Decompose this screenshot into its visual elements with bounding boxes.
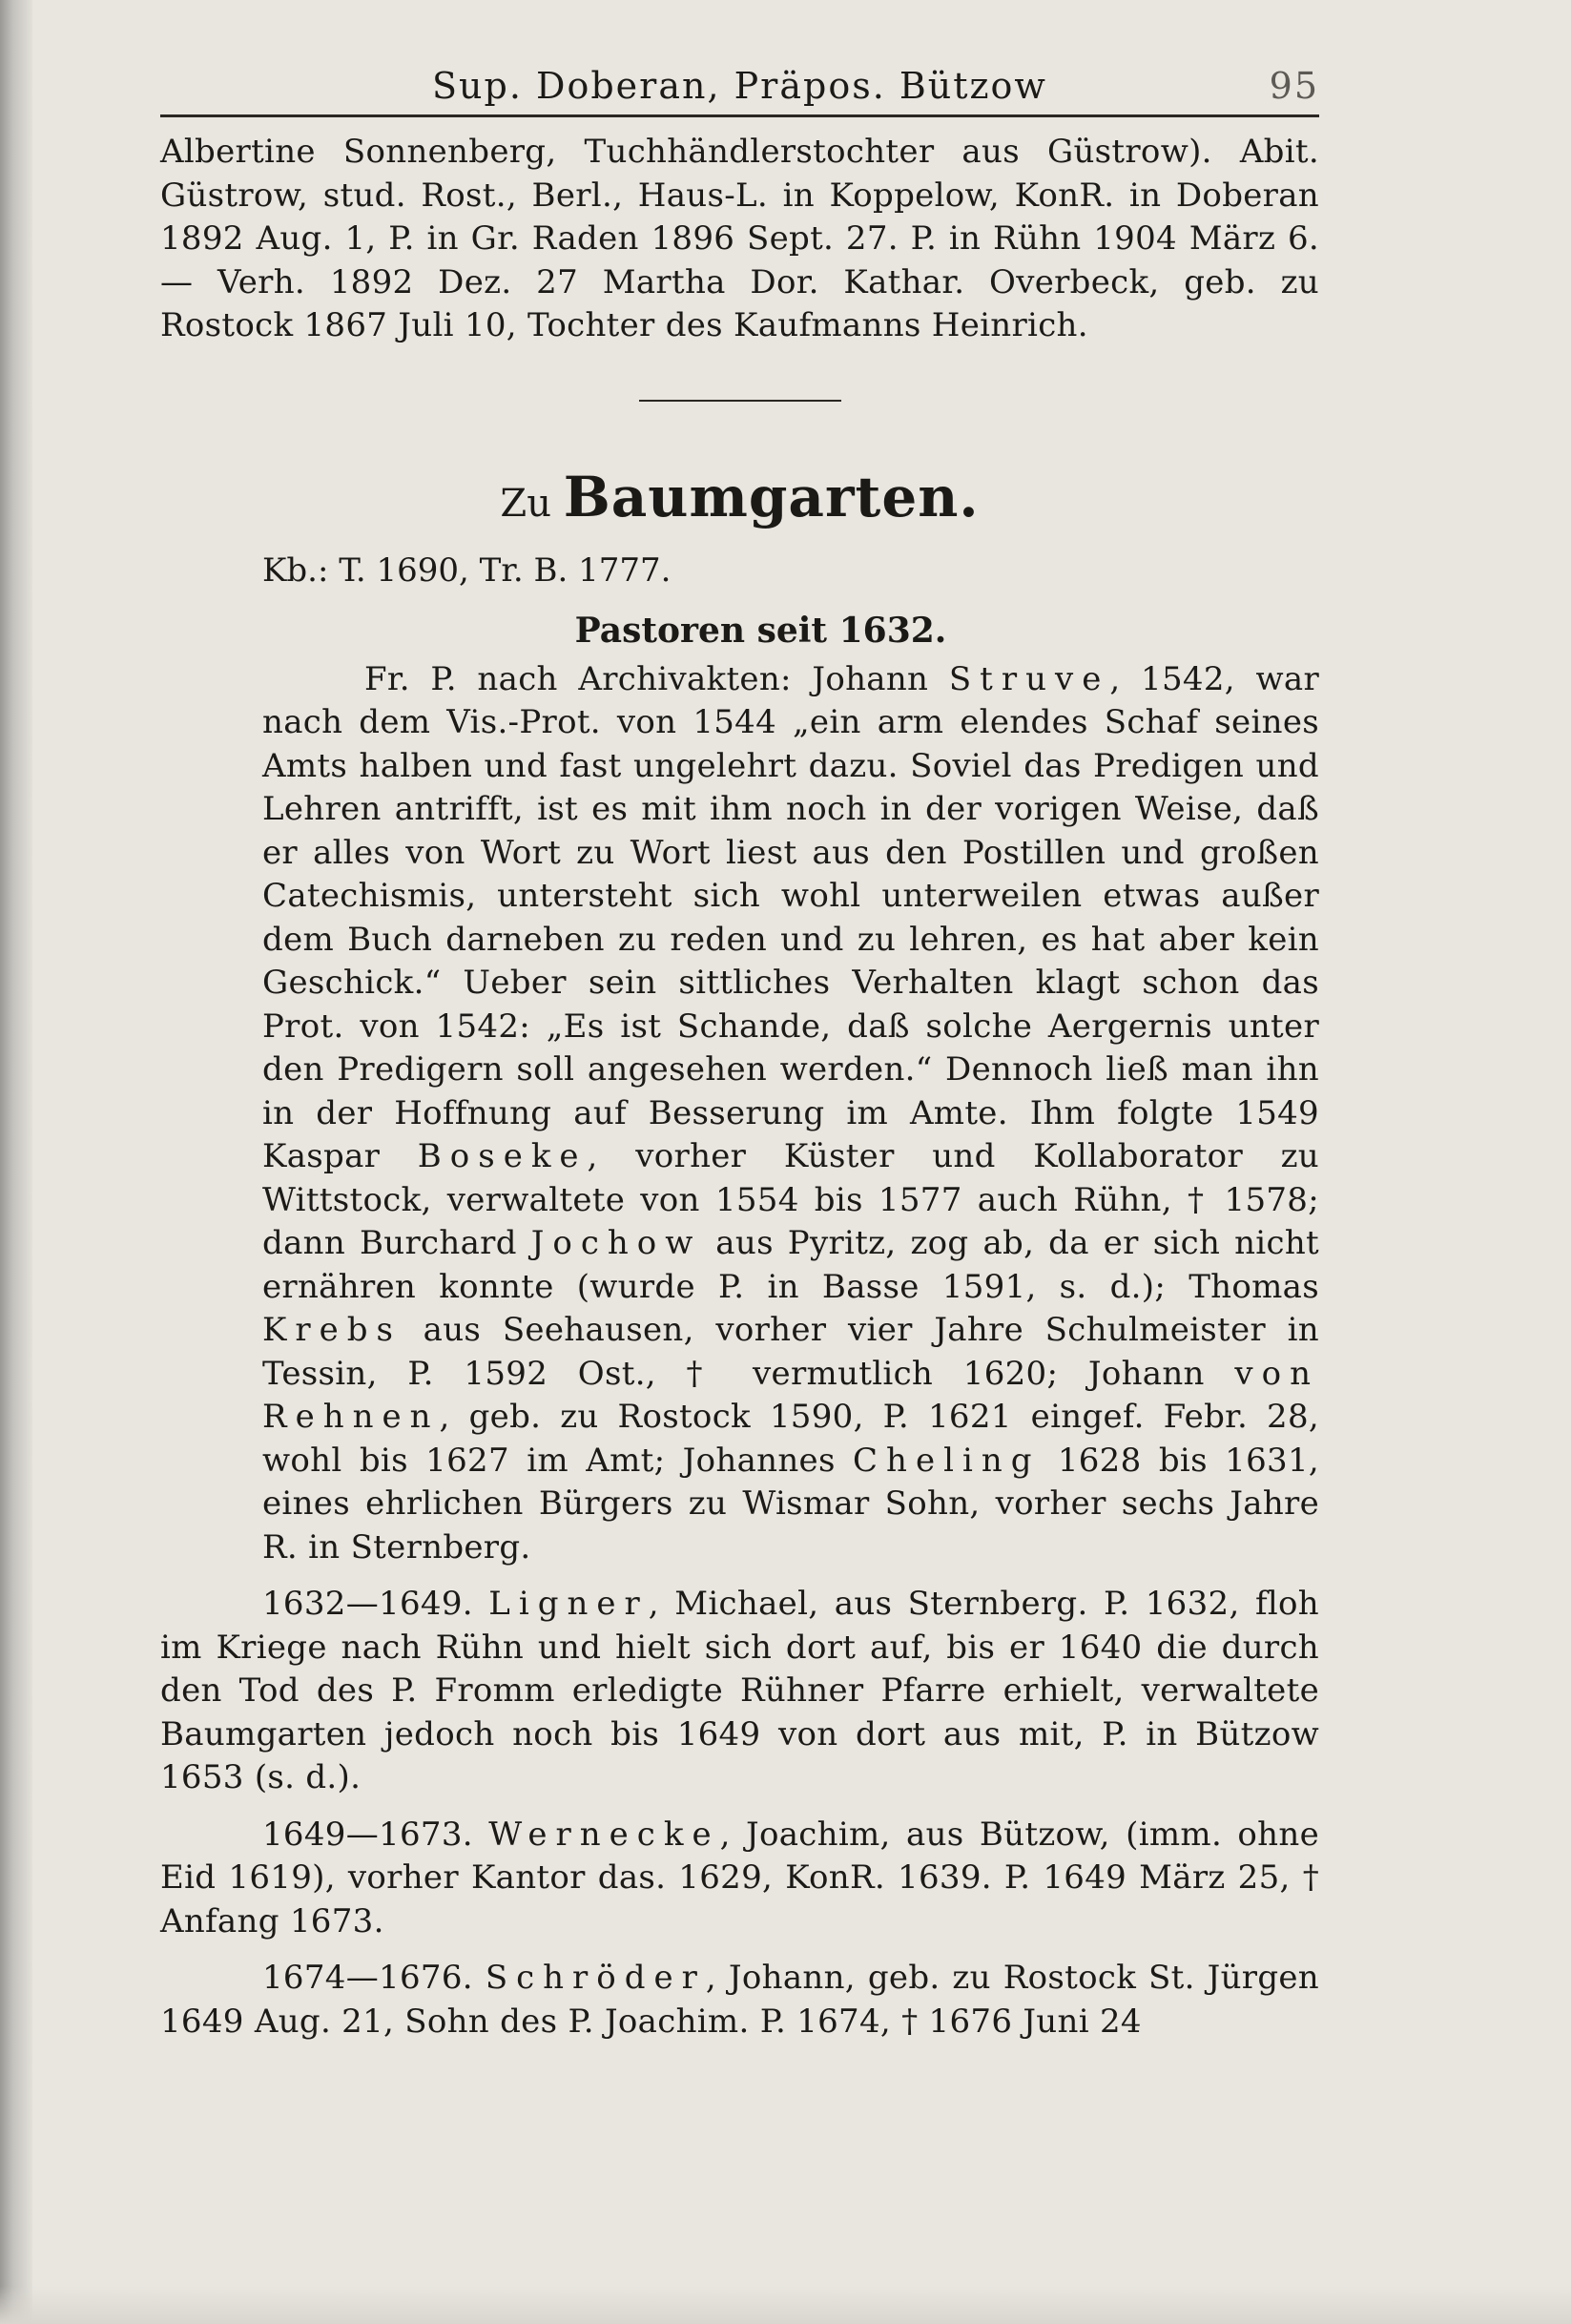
section-divider: [639, 400, 841, 402]
section-title-place: Baumgarten.: [563, 464, 980, 529]
entry-name: Ligner: [488, 1585, 649, 1623]
pastor-entry: [160, 1814, 1319, 1944]
entry-text: , Joachim, aus Bützow, (imm. ohne Eid 1619), vorher Kantor das. 1629, KonR. 1639. P. 1649 März 25, † Anfang 1673.: [160, 1815, 1319, 1940]
early-text-3: aus Pyritz, zog ab, da er sich nicht ernähren konnte (wurde P. in Basse 1591, s. d.); Thomas: [262, 1224, 1319, 1306]
pastors-subheading: Pastoren seit 1632.: [574, 610, 947, 651]
pastor-name: Boseke: [417, 1137, 588, 1175]
entry-text: , Michael, aus Sternberg. P. 1632, floh im Kriege nach Rühn und hielt sich dort auf, bis er 1640 die durch den Tod des P. Fromm erledigte Rühner Pfarre erhielt, verwaltete Baumgarten jedoch noch bis 1649 von dort aus mit, P. in Bützow 1653 (s. d.).: [160, 1585, 1320, 1796]
entry-name: Wernecke: [488, 1815, 720, 1854]
early-text-4: aus Seehausen, vorher vier Jahre Schulmeister in Tessin, P. 1592 Ost., † vermutlich 1620; Johann: [262, 1311, 1319, 1393]
early-pastors-block: [160, 658, 1319, 1570]
scan-shadow-edge: [0, 0, 32, 2324]
pastor-name: Krebs: [262, 1311, 402, 1349]
early-text-6: 1628 bis 1631, eines ehrlichen Bürgers zu Wismar Sohn, vorher sechs Jahre R. in Sternberg.: [262, 1441, 1320, 1567]
church-book-line: Kb.: T. 1690, Tr. B. 1777.: [262, 550, 672, 590]
early-text-1: , 1542, war nach dem Vis.-Prot. von 1544 „ein arm elendes Schaf seines Amts halben und fast ungelehrt dazu. Soviel das Predigen und Lehren antrifft, ist es mit ihm noch in der vorigen Weise, daß er alles von Wort zu Wort liest aus den Postillen und großen Catechismis, untersteht sich wohl unterweilen etwas außer dem Buch darneben zu reden und zu lehren, es hat aber kein Geschick.“ Ueber sein sittliches Verhalten klagt schon das Prot. von 1542: „Es ist Schande, daß solche Aergernis unter den Predigern soll angesehen werden.“ Dennoch ließ man ihn in der Hoffnung auf Besserung im Amte. Ihm folgte 1549 Kaspar: [262, 659, 1320, 1175]
section-title-prefix: Zu: [500, 481, 551, 526]
pastor-name: Struve: [948, 659, 1110, 698]
intro-paragraph: Albertine Sonnenberg, Tuchhändlerstochter aus Güstrow). Abit. Güstrow, stud. Rost., Berl., Haus-L. in Koppelow, KonR. in Doberan 1892 Aug. 1, P. in Gr. Raden 1896 Sept. 27. P. in Rühn 1904 März 6. — Verh. 1892 Dez. 27 Martha Dor. Kathar. Overbeck, geb. zu Rostock 1867 Juli 10, Tochter des Kaufmanns Heinrich.: [160, 133, 1319, 344]
entry-name: Schröder: [485, 1959, 706, 1997]
pastor-name: Jochow: [530, 1224, 702, 1262]
pastor-entry: [160, 1957, 1319, 2044]
entry-years: 1674—1676.: [262, 1959, 473, 1997]
running-head: [160, 57, 1319, 117]
page-number: 95: [1269, 65, 1319, 107]
pastor-name: Cheling: [853, 1441, 1041, 1480]
pastor-entry: [160, 1583, 1319, 1800]
early-text-2: , vorher Küster und Kollaborator zu Wittstock, verwaltete von 1554 bis 1577 auch Rühn, † 1578; dann Burchard: [262, 1137, 1319, 1262]
entry-text: , Johann, geb. zu Rostock St. Jürgen 1649 Aug. 21, Sohn des P. Joachim. P. 1674, † 1676 Juni 24: [160, 1959, 1320, 2041]
book-page: [160, 57, 1319, 2044]
early-text-0: Fr. P. nach Archivakten: Johann: [364, 659, 949, 698]
scan-shadow-bottom: [0, 2286, 1571, 2324]
entry-years: 1649—1673.: [262, 1815, 473, 1854]
early-pastors-paragraph: [262, 658, 1319, 1570]
pastor-name: von Rehnen: [262, 1354, 1319, 1436]
section-title: [160, 464, 1319, 532]
early-text-5: , geb. zu Rostock 1590, P. 1621 eingef. Febr. 28, wohl bis 1627 im Amt; Johannes: [262, 1398, 1319, 1480]
header-title: Sup. Doberan, Präpos. Bützow: [432, 65, 1047, 107]
entry-years: 1632—1649.: [262, 1585, 473, 1623]
